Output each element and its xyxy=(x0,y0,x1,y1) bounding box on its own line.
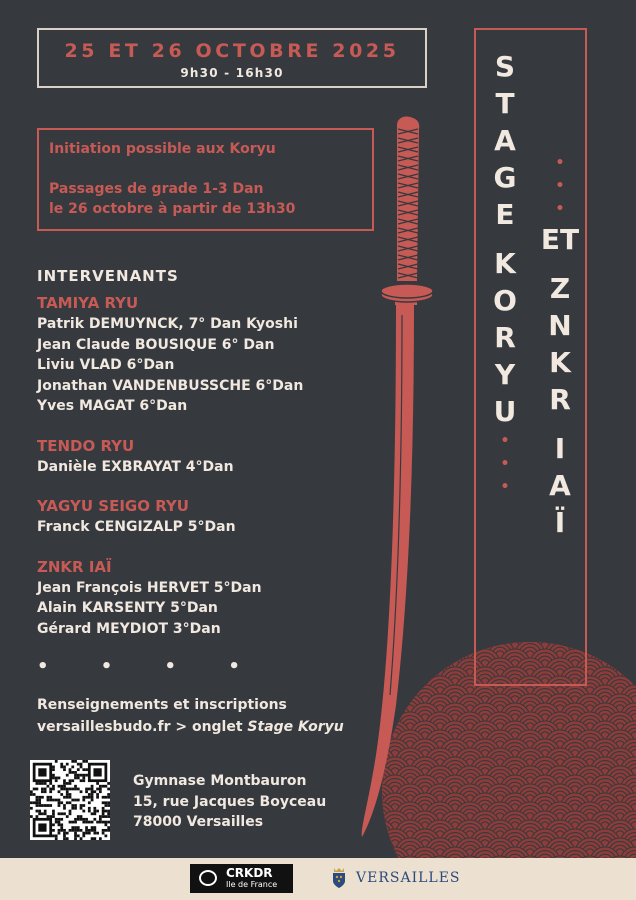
venue-name: Gymnase Montbauron xyxy=(133,773,307,789)
title-dot: • xyxy=(555,201,565,217)
title-letter: Z xyxy=(549,272,571,305)
title-letter: O xyxy=(493,284,517,317)
contact-line: Renseignements et inscriptions xyxy=(37,697,287,713)
title-letter: N xyxy=(548,309,572,342)
school-block xyxy=(37,496,357,538)
info-grades-date: le 26 octobre à partir de 13h30 xyxy=(49,201,296,217)
crkdr-mark-icon xyxy=(199,870,217,886)
crkdr-subtitle: Ile de France xyxy=(226,880,278,889)
title-letter: T xyxy=(495,87,515,120)
speaker-name: Gérard MEYDIOT 3°Dan xyxy=(37,620,221,637)
address-block xyxy=(133,771,326,833)
website-url[interactable]: versaillesbudo.fr > onglet xyxy=(37,719,248,735)
speaker-name: Danièle EXBRAYAT 4°Dan xyxy=(37,458,234,475)
crkdr-name: CRKDR xyxy=(226,866,273,880)
footer xyxy=(0,858,636,900)
school-block xyxy=(37,293,357,417)
title-letter: R xyxy=(494,321,516,354)
venue-city: 78000 Versailles xyxy=(133,814,264,830)
speaker-name: Jonathan VANDENBUSSCHE 6°Dan xyxy=(37,377,304,394)
contact-website[interactable] xyxy=(37,716,344,738)
katana-illustration xyxy=(350,115,460,840)
crkdr-logo[interactable] xyxy=(190,864,293,893)
info-initiation: Initiation possible aux Koryu xyxy=(49,141,276,157)
info-box xyxy=(37,128,374,231)
school-block xyxy=(37,436,357,478)
title-letter: ET xyxy=(540,223,580,256)
title-dot: • xyxy=(555,155,565,171)
school-name: YAGYU SEIGO RYU xyxy=(37,497,189,515)
title-letter: S xyxy=(494,50,516,83)
title-letter: G xyxy=(493,161,517,194)
title-letter: U xyxy=(493,395,517,428)
vertical-title-znkr-iai xyxy=(540,152,580,541)
speaker-name: Franck CENGIZALP 5°Dan xyxy=(37,519,236,535)
title-letter: Ï xyxy=(554,506,566,539)
vertical-title-stage-koryu xyxy=(485,48,525,499)
speakers-section xyxy=(37,267,357,658)
title-letter: A xyxy=(549,469,571,502)
title-letter: • xyxy=(500,479,510,495)
title-letter: K xyxy=(549,346,571,379)
title-letter: R xyxy=(549,383,571,416)
title-letter: I xyxy=(554,432,566,465)
website-tab-label[interactable]: Stage Koryu xyxy=(247,719,344,735)
speaker-name: Alain KARSENTY 5°Dan xyxy=(37,600,218,616)
title-letter: • xyxy=(500,433,510,449)
event-hours: 9h30 - 16h30 xyxy=(180,66,284,80)
title-letter: E xyxy=(495,198,515,231)
title-letter: K xyxy=(494,247,516,280)
title-letter: A xyxy=(494,124,516,157)
venue-street: 15, rue Jacques Boyceau xyxy=(133,793,327,810)
speaker-name: Liviu VLAD 6°Dan xyxy=(37,357,175,373)
title-letter: Y xyxy=(494,358,516,391)
date-box xyxy=(37,28,427,88)
versailles-name: VERSAILLES xyxy=(356,870,461,886)
qr-code[interactable] xyxy=(30,760,110,840)
school-name: TENDO RYU xyxy=(37,436,135,455)
title-letter: • xyxy=(500,456,510,472)
info-grades: Passages de grade 1-3 Dan xyxy=(49,181,264,197)
contact-info xyxy=(37,694,344,738)
school-block xyxy=(37,557,357,640)
dot-separator: • • • • xyxy=(37,656,263,677)
event-dates: 25 ET 26 OCTOBRE 2025 xyxy=(64,40,400,62)
versailles-crest-icon xyxy=(330,867,348,889)
speakers-heading: INTERVENANTS xyxy=(37,267,179,285)
speaker-name: Jean Claude BOUSIQUE 6° Dan xyxy=(37,336,275,353)
school-name: ZNKR IAÏ xyxy=(37,557,112,576)
speaker-name: Jean François HERVET 5°Dan xyxy=(37,579,262,596)
speaker-name: Yves MAGAT 6°Dan xyxy=(37,398,188,414)
title-dot: • xyxy=(555,178,565,194)
school-name: TAMIYA RYU xyxy=(37,294,139,312)
speaker-name: Patrik DEMUYNCK, 7° Dan Kyoshi xyxy=(37,316,298,332)
